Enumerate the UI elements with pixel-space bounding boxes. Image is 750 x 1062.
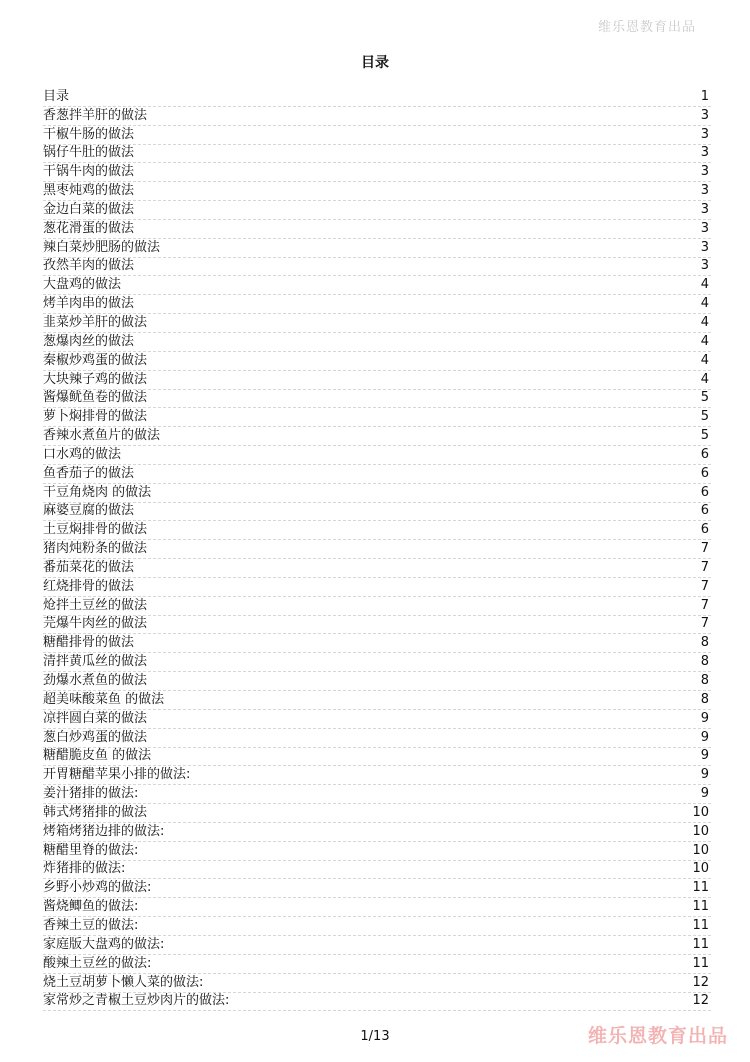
table-of-contents xyxy=(43,88,711,1011)
toc-entry-page-number: 11 xyxy=(692,917,709,933)
toc-entry-title: 糖醋里脊的做法: xyxy=(43,842,139,858)
toc-entry[interactable] xyxy=(43,917,711,936)
toc-entry[interactable] xyxy=(43,672,711,691)
page-title: 目录 xyxy=(361,55,389,71)
toc-entry[interactable] xyxy=(43,371,711,390)
toc-entry[interactable] xyxy=(43,842,711,861)
toc-entry-title: 锅仔牛肚的做法 xyxy=(43,145,135,161)
toc-entry[interactable] xyxy=(43,710,711,729)
toc-entry[interactable] xyxy=(43,879,711,898)
toc-entry-page-number: 4 xyxy=(700,371,709,387)
toc-entry[interactable] xyxy=(43,691,711,710)
toc-entry[interactable] xyxy=(43,766,711,785)
toc-entry-page-number: 11 xyxy=(692,880,709,896)
toc-entry[interactable] xyxy=(43,126,711,145)
toc-entry-page-number: 10 xyxy=(692,823,709,839)
toc-entry[interactable] xyxy=(43,88,711,107)
toc-entry[interactable] xyxy=(43,258,711,277)
toc-entry-title: 酱烧鲫鱼的做法: xyxy=(43,899,139,915)
toc-entry-page-number: 7 xyxy=(700,616,709,632)
toc-entry[interactable] xyxy=(43,314,711,333)
toc-entry-title: 香辣土豆的做法: xyxy=(43,917,139,933)
toc-entry-title: 葱爆肉丝的做法 xyxy=(43,333,135,349)
toc-entry[interactable] xyxy=(43,955,711,974)
toc-entry-title: 糖醋排骨的做法 xyxy=(43,635,135,651)
toc-entry-page-number: 4 xyxy=(700,314,709,330)
toc-entry-page-number: 6 xyxy=(700,446,709,462)
toc-entry[interactable] xyxy=(43,484,711,503)
toc-entry-page-number: 6 xyxy=(700,522,709,538)
toc-entry-title: 金边白菜的做法 xyxy=(43,201,135,217)
toc-entry-page-number: 11 xyxy=(692,955,709,971)
toc-entry-page-number: 5 xyxy=(700,428,709,444)
toc-entry-page-number: 6 xyxy=(700,503,709,519)
toc-entry-title: 番茄菜花的做法 xyxy=(43,559,135,575)
toc-entry-title: 萝卜焖排骨的做法 xyxy=(43,409,148,425)
toc-entry-title: 红烧排骨的做法 xyxy=(43,578,135,594)
toc-entry-title: 干椒牛肠的做法 xyxy=(43,126,135,142)
toc-entry-page-number: 10 xyxy=(692,804,709,820)
footer-watermark-logo: 维乐恩教育出品 xyxy=(587,1025,728,1047)
toc-entry-title: 秦椒炒鸡蛋的做法 xyxy=(43,352,148,368)
toc-entry[interactable] xyxy=(43,993,711,1012)
toc-entry-page-number: 3 xyxy=(700,164,709,180)
header-watermark: 维乐恩教育出品 xyxy=(597,20,696,35)
toc-entry-page-number: 9 xyxy=(700,729,709,745)
toc-entry-page-number: 4 xyxy=(700,333,709,349)
toc-entry[interactable] xyxy=(43,597,711,616)
toc-entry-title: 糖醋脆皮鱼 的做法 xyxy=(43,748,152,764)
toc-entry-page-number: 9 xyxy=(700,748,709,764)
toc-entry-page-number: 7 xyxy=(700,597,709,613)
toc-entry[interactable] xyxy=(43,785,711,804)
toc-entry[interactable] xyxy=(43,748,711,767)
toc-entry-title: 炝拌土豆丝的做法 xyxy=(43,597,148,613)
toc-entry-page-number: 5 xyxy=(700,409,709,425)
toc-entry-page-number: 8 xyxy=(700,691,709,707)
toc-entry[interactable] xyxy=(43,729,711,748)
toc-entry[interactable] xyxy=(43,653,711,672)
toc-entry-page-number: 3 xyxy=(700,258,709,274)
toc-entry-title: 黑枣炖鸡的做法 xyxy=(43,183,135,199)
toc-entry-page-number: 10 xyxy=(692,842,709,858)
toc-entry[interactable] xyxy=(43,861,711,880)
toc-entry-page-number: 7 xyxy=(700,541,709,557)
page-number: 1/13 xyxy=(360,1029,390,1044)
toc-entry[interactable] xyxy=(43,201,711,220)
toc-entry-title: 家庭版大盘鸡的做法: xyxy=(43,936,165,952)
toc-entry-title: 葱白炒鸡蛋的做法 xyxy=(43,729,148,745)
toc-entry-title: 土豆焖排骨的做法 xyxy=(43,522,148,538)
toc-entry-title: 干豆角烧肉 的做法 xyxy=(43,484,152,500)
toc-entry[interactable] xyxy=(43,974,711,993)
toc-entry-title: 家常炒之青椒土豆炒肉片的做法: xyxy=(43,993,230,1009)
toc-entry-page-number: 3 xyxy=(700,145,709,161)
toc-entry-title: 烧土豆胡萝卜懒人菜的做法: xyxy=(43,974,204,990)
toc-entry-page-number: 4 xyxy=(700,277,709,293)
toc-entry[interactable] xyxy=(43,898,711,917)
toc-entry-page-number: 12 xyxy=(692,974,709,990)
toc-entry-page-number: 4 xyxy=(700,352,709,368)
toc-entry-title: 劲爆水煮鱼的做法 xyxy=(43,673,148,688)
toc-entry-title: 姜汁猪排的做法: xyxy=(43,786,139,802)
toc-entry-title: 酸辣土豆丝的做法: xyxy=(43,955,152,971)
toc-entry-title: 清拌黄瓜丝的做法 xyxy=(43,654,148,670)
toc-entry-page-number: 7 xyxy=(700,559,709,575)
toc-entry-page-number: 5 xyxy=(700,390,709,406)
toc-entry-page-number: 6 xyxy=(700,484,709,500)
toc-entry-page-number: 11 xyxy=(692,899,709,915)
toc-entry[interactable] xyxy=(43,936,711,955)
toc-entry[interactable] xyxy=(43,163,711,182)
toc-entry-title: 芫爆牛肉丝的做法 xyxy=(43,616,148,632)
toc-entry-page-number: 3 xyxy=(700,239,709,255)
toc-entry[interactable] xyxy=(43,578,711,597)
toc-entry[interactable] xyxy=(43,239,711,258)
toc-entry[interactable] xyxy=(43,390,711,409)
toc-entry-title: 猪肉炖粉条的做法 xyxy=(43,541,148,557)
toc-entry-page-number: 1 xyxy=(700,88,709,104)
toc-entry[interactable] xyxy=(43,804,711,823)
toc-entry[interactable] xyxy=(43,634,711,653)
toc-entry[interactable] xyxy=(43,295,711,314)
toc-entry-title: 麻婆豆腐的做法 xyxy=(43,503,135,519)
toc-entry-title: 辣白菜炒肥肠的做法 xyxy=(43,239,161,255)
toc-entry-page-number: 8 xyxy=(700,635,709,651)
toc-entry-title: 炸猪排的做法: xyxy=(43,861,126,877)
toc-entry[interactable] xyxy=(43,559,711,578)
toc-entry[interactable] xyxy=(43,333,711,352)
toc-entry[interactable] xyxy=(43,503,711,522)
toc-entry[interactable] xyxy=(43,352,711,371)
toc-entry-page-number: 10 xyxy=(692,861,709,877)
toc-entry-page-number: 3 xyxy=(700,107,709,123)
toc-entry-title: 韩式烤猪排的做法 xyxy=(43,804,148,820)
toc-entry-title: 口水鸡的做法 xyxy=(43,446,122,462)
toc-entry-title: 鱼香茄子的做法 xyxy=(43,465,135,481)
toc-entry-title: 孜然羊肉的做法 xyxy=(43,258,135,274)
toc-entry-page-number: 9 xyxy=(700,710,709,726)
toc-entry-title: 大盘鸡的做法 xyxy=(43,277,122,293)
toc-entry[interactable] xyxy=(43,521,711,540)
toc-entry-page-number: 11 xyxy=(692,936,709,952)
toc-entry-page-number: 8 xyxy=(700,654,709,670)
toc-entry-title: 酱爆鱿鱼卷的做法 xyxy=(43,390,148,406)
toc-entry-title: 香辣水煮鱼片的做法 xyxy=(43,428,161,444)
toc-entry-page-number: 9 xyxy=(700,767,709,783)
toc-entry[interactable] xyxy=(43,427,711,446)
toc-entry-title: 香葱拌羊肝的做法 xyxy=(43,107,148,123)
toc-entry-page-number: 9 xyxy=(700,786,709,802)
toc-entry[interactable] xyxy=(43,446,711,465)
toc-entry-title: 葱花滑蛋的做法 xyxy=(43,220,135,236)
toc-entry[interactable] xyxy=(43,220,711,239)
toc-entry[interactable] xyxy=(43,107,711,126)
toc-entry[interactable] xyxy=(43,145,711,164)
toc-entry-page-number: 3 xyxy=(700,126,709,142)
toc-entry-title: 干锅牛肉的做法 xyxy=(43,164,135,180)
toc-entry[interactable] xyxy=(43,465,711,484)
toc-entry-title: 凉拌圆白菜的做法 xyxy=(43,710,148,726)
toc-entry-page-number: 12 xyxy=(692,993,709,1009)
toc-entry-page-number: 6 xyxy=(700,465,709,481)
toc-entry[interactable] xyxy=(43,616,711,635)
toc-entry-title: 韭菜炒羊肝的做法 xyxy=(43,314,148,330)
toc-entry-page-number: 3 xyxy=(700,201,709,217)
toc-entry[interactable] xyxy=(43,408,711,427)
toc-entry-page-number: 7 xyxy=(700,578,709,594)
toc-entry[interactable] xyxy=(43,823,711,842)
toc-entry-title: 超美味酸菜鱼 的做法 xyxy=(43,691,165,707)
toc-entry-title: 目录 xyxy=(43,88,70,104)
toc-entry-title: 乡野小炒鸡的做法: xyxy=(43,880,152,896)
toc-entry-page-number: 3 xyxy=(700,183,709,199)
toc-entry[interactable] xyxy=(43,276,711,295)
toc-entry[interactable] xyxy=(43,182,711,201)
toc-entry-page-number: 3 xyxy=(700,220,709,236)
toc-entry[interactable] xyxy=(43,540,711,559)
toc-entry-title: 大块辣子鸡的做法 xyxy=(43,371,148,387)
toc-entry-title: 烤箱烤猪边排的做法: xyxy=(43,823,165,839)
toc-entry-title: 烤羊肉串的做法 xyxy=(43,296,135,312)
toc-entry-page-number: 8 xyxy=(700,673,709,688)
toc-entry-page-number: 4 xyxy=(700,296,709,312)
toc-entry-title: 开胃糖醋苹果小排的做法: xyxy=(43,767,191,783)
